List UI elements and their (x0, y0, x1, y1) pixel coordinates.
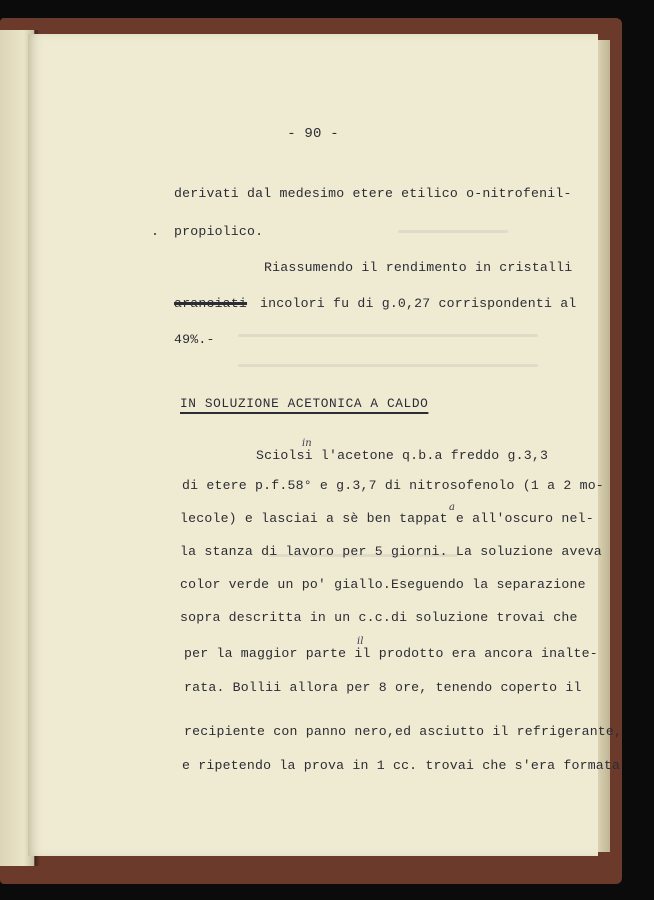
text-line-6: Sciolsi l'acetone q.b.a freddo g.3,3 (256, 448, 549, 463)
ink-speck (154, 233, 156, 235)
section-heading: IN SOLUZIONE ACETONICA A CALDO (180, 396, 429, 411)
bleed-through-trace (238, 334, 538, 337)
text-line-9: la stanza di lavoro per 5 giorni. La soluzione aveva (180, 544, 602, 559)
struck-word: aranciati (174, 296, 248, 311)
text-line-15: e ripetendo la prova in 1 cc. trovai che s'era formata (182, 758, 621, 773)
text-line-11: sopra descritta in un c.c.di soluzione trovai che (180, 610, 578, 625)
handwritten-correction: il (357, 636, 364, 647)
text-line-13: rata. Bollii allora per 8 ore, tenendo coperto il (184, 680, 582, 695)
handwritten-correction: in (302, 438, 312, 449)
text-line-3: Riassumendo il rendimento in cristalli (264, 260, 573, 275)
text-line-12: per la maggior parte il prodotto era ancora inalte- (184, 646, 598, 661)
text-line-10: color verde un po' giallo.Eseguendo la separazione (180, 577, 586, 592)
text-line-14: recipiente con panno nero,ed asciutto il refrigerante, (184, 724, 623, 739)
page-number: - 90 - (287, 126, 339, 142)
typed-page (28, 34, 623, 856)
text-line-2: propiolico. (174, 224, 264, 239)
text-line-1: derivati dal medesimo etere etilico o-nitrofenil- (174, 186, 572, 201)
text-line-5: 49%.- (174, 332, 215, 347)
handwritten-correction: a (449, 502, 455, 513)
text-line-8: lecole) e lasciai a sè ben tappat e all'oscuro nel- (180, 511, 594, 526)
text-line-4: incolori fu di g.0,27 corrispondenti al (260, 296, 577, 311)
text-line-7: di etere p.f.58° e g.3,7 di nitrosofenolo (1 a 2 mo- (182, 478, 604, 493)
bleed-through-trace (238, 364, 538, 367)
bleed-through-trace (398, 230, 508, 233)
